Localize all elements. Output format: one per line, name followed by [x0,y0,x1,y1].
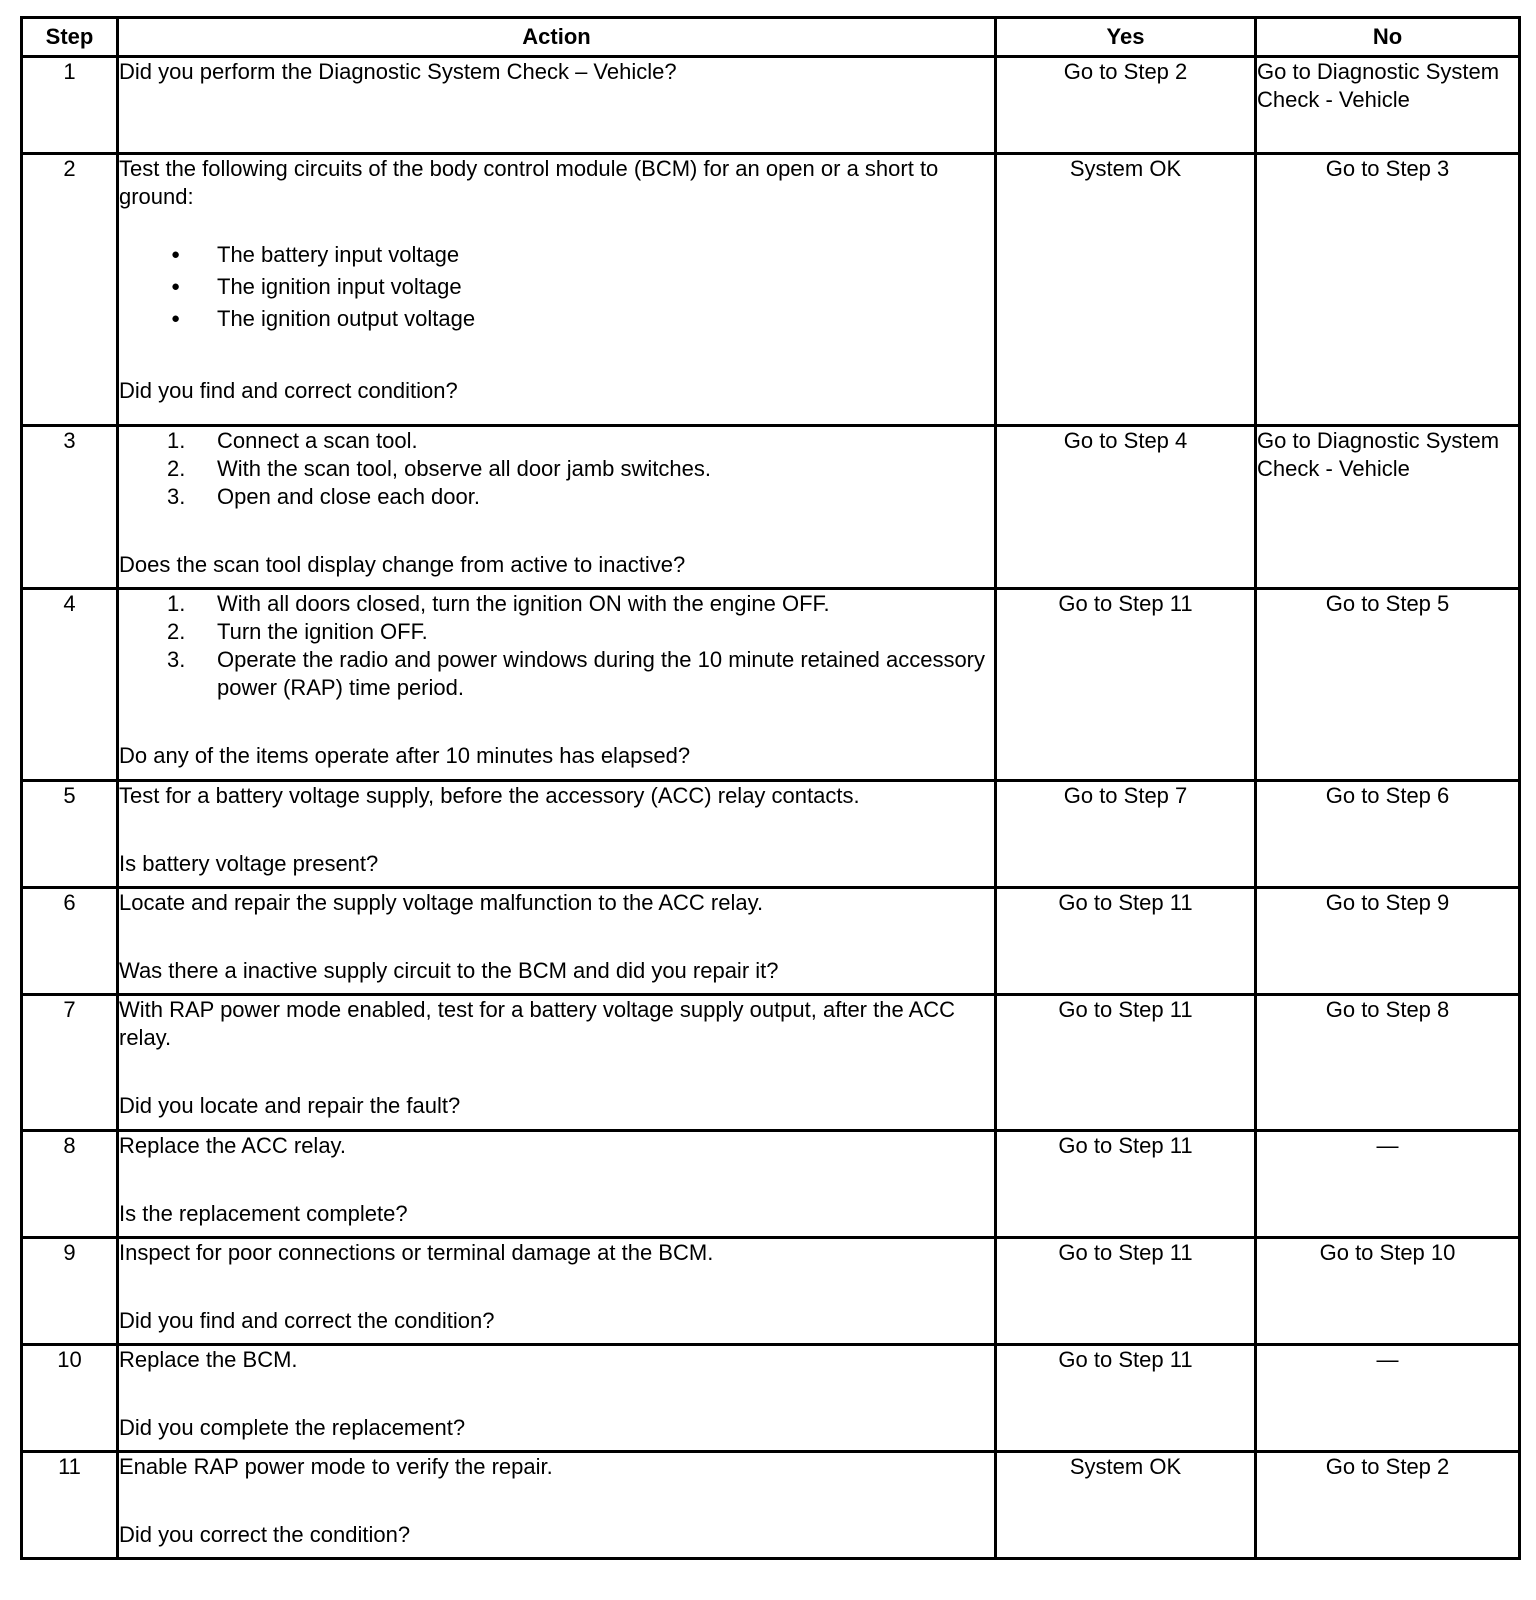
no-answer: — [1376,1347,1399,1372]
table-row [22,154,1520,426]
action-question: Did you locate and repair the fault? [119,1093,461,1118]
table-row [22,1131,1520,1238]
step-number: 5 [22,781,118,888]
header-action: Action [118,18,996,57]
no-answer: — [1376,1133,1399,1158]
list-text: Operate the radio and power windows during the 10 minute retained accessory power (RAP) time period. [217,647,986,700]
table-row [22,781,1520,888]
list-number: 3. [167,484,186,509]
table-row [22,995,1520,1131]
step-number: 2 [22,154,118,426]
action-cell [118,781,996,888]
no-cell [1256,426,1520,589]
no-answer: Go to Step 9 [1325,890,1450,915]
yes-answer: Go to Step 11 [1058,1133,1193,1158]
yes-answer: Go to Step 11 [1058,1240,1193,1265]
table-row [22,1345,1520,1452]
no-answer: Go to Step 8 [1325,997,1450,1022]
yes-answer: Go to Step 11 [1058,591,1193,616]
yes-cell [996,1238,1256,1345]
list-text: Connect a scan tool. [217,428,418,453]
action-question: Is the replacement complete? [119,1201,408,1226]
action-question: Did you correct the condition? [119,1522,411,1547]
step-number: 8 [22,1131,118,1238]
yes-answer: System OK [1069,156,1182,181]
action-text: Replace the ACC relay. [119,1133,347,1158]
no-cell [1256,154,1520,426]
no-answer: Go to Diagnostic System Check - Vehicle [1257,59,1500,112]
action-cell [118,1238,996,1345]
step-number: 11 [22,1452,118,1559]
yes-cell [996,1452,1256,1559]
yes-cell [996,888,1256,995]
list-number: 2. [167,456,186,481]
list-item [119,427,994,455]
yes-cell [996,1131,1256,1238]
no-cell [1256,57,1520,154]
action-cell [118,1131,996,1238]
action-question: Did you find and correct condition? [119,378,458,403]
diagnostic-table [20,16,1521,1560]
step-number: 1 [22,57,118,154]
table-row [22,1452,1520,1559]
list-number: 1. [167,428,186,453]
action-intro: Test the following circuits of the body control module (BCM) for an open or a short to ground: [119,156,939,209]
action-cell [118,154,996,426]
no-answer: Go to Step 5 [1325,591,1450,616]
action-cell [118,57,996,154]
no-cell [1256,888,1520,995]
action-question: Do any of the items operate after 10 minutes has elapsed? [119,743,691,768]
yes-answer: Go to Step 2 [1063,59,1188,84]
yes-answer: Go to Step 11 [1058,997,1193,1022]
list-text: Open and close each door. [217,484,480,509]
action-cell [118,995,996,1131]
no-cell [1256,995,1520,1131]
yes-cell [996,781,1256,888]
yes-cell [996,154,1256,426]
action-question: Did you complete the replacement? [119,1415,466,1440]
no-cell [1256,1238,1520,1345]
action-question: Is battery voltage present? [119,851,379,876]
list-item [119,590,994,618]
table-row [22,589,1520,781]
action-cell [118,1452,996,1559]
header-yes: Yes [996,18,1256,57]
yes-answer: Go to Step 4 [1063,428,1188,453]
yes-answer: Go to Step 11 [1058,1347,1193,1372]
no-answer: Go to Step 6 [1325,783,1450,808]
action-text: With RAP power mode enabled, test for a battery voltage supply output, after the ACC relay. [119,997,956,1050]
step-number: 4 [22,589,118,781]
no-answer: Go to Step 10 [1319,1240,1456,1265]
no-cell [1256,1345,1520,1452]
list-item: ● The battery input voltage [119,241,994,269]
list-item [119,618,994,646]
list-item: ● The ignition input voltage [119,273,994,301]
table-row [22,57,1520,154]
no-cell [1256,1131,1520,1238]
list-number: 2. [167,619,186,644]
table-row [22,426,1520,589]
yes-answer: Go to Step 7 [1063,783,1188,808]
list-item [119,483,994,511]
action-text: Test for a battery voltage supply, before the accessory (ACC) relay contacts. [119,783,860,808]
action-text: Locate and repair the supply voltage malfunction to the ACC relay. [119,890,764,915]
action-question: Does the scan tool display change from active to inactive? [119,552,686,577]
bullet-list [119,241,994,333]
header-no: No [1256,18,1520,57]
yes-cell [996,589,1256,781]
no-cell [1256,1452,1520,1559]
action-text: Enable RAP power mode to verify the repair. [119,1454,553,1479]
list-item [119,455,994,483]
yes-cell [996,426,1256,589]
yes-cell [996,995,1256,1131]
header-step: Step [22,18,118,57]
action-question: Did you find and correct the condition? [119,1308,495,1333]
yes-answer: System OK [1069,1454,1182,1479]
no-answer: Go to Diagnostic System Check - Vehicle [1257,428,1500,481]
no-answer: Go to Step 3 [1325,156,1450,181]
list-number: 3. [167,647,186,672]
numbered-list [119,427,994,511]
action-text: Inspect for poor connections or terminal damage at the BCM. [119,1240,714,1265]
numbered-list [119,590,994,702]
header-row [22,18,1520,57]
step-number: 3 [22,426,118,589]
table-row [22,888,1520,995]
no-cell [1256,781,1520,888]
list-item: ● The ignition output voltage [119,305,994,333]
list-text: With all doors closed, turn the ignition ON with the engine OFF. [217,591,830,616]
step-number: 10 [22,1345,118,1452]
action-cell [118,589,996,781]
action-cell [118,1345,996,1452]
table-row [22,1238,1520,1345]
step-number: 6 [22,888,118,995]
action-text: Replace the BCM. [119,1347,298,1372]
step-number: 9 [22,1238,118,1345]
step-number: 7 [22,995,118,1131]
list-item [119,646,994,702]
action-text: Did you perform the Diagnostic System Check – Vehicle? [119,59,677,84]
list-text: With the scan tool, observe all door jamb switches. [217,456,712,481]
action-cell [118,426,996,589]
no-answer: Go to Step 2 [1325,1454,1450,1479]
action-cell [118,888,996,995]
no-cell [1256,589,1520,781]
action-question: Was there a inactive supply circuit to the BCM and did you repair it? [119,958,779,983]
yes-cell [996,1345,1256,1452]
yes-cell [996,57,1256,154]
list-number: 1. [167,591,186,616]
list-text: Turn the ignition OFF. [217,619,428,644]
yes-answer: Go to Step 11 [1058,890,1193,915]
